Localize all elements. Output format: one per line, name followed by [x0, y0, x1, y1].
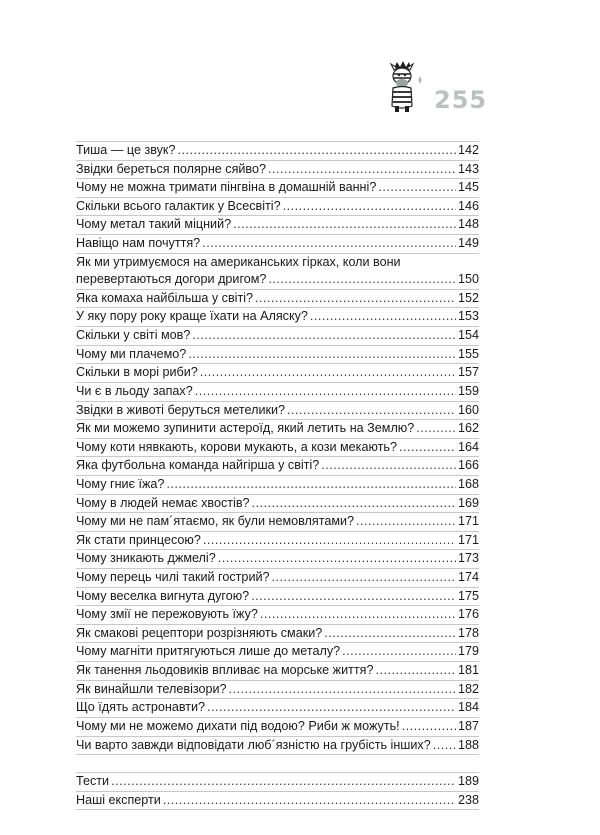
dot-leader	[192, 327, 456, 345]
toc-entry-title: Чому магніти притягуються лише до металу?	[76, 644, 341, 659]
toc-entry-title: Як танення льодовиків впливає на морське життя?	[76, 663, 374, 678]
toc-entry-page: 173	[457, 551, 479, 566]
dot-leader	[203, 532, 456, 550]
toc-entry-title: Тиша — це звук?	[76, 143, 176, 157]
dot-leader	[207, 699, 456, 717]
toc-entry	[76, 197, 479, 216]
toc-entry-page: 184	[457, 700, 479, 715]
dot-leader	[260, 606, 456, 624]
toc-entry-page: 160	[457, 402, 479, 417]
toc-entry	[76, 178, 479, 197]
toc-entry-page: 148	[457, 217, 479, 232]
toc-entry-title: Чому змії не пережовують їжу?	[76, 607, 258, 622]
toc-entry-title: Звідки в животі беруться метелики?	[76, 402, 286, 417]
toc-entry	[76, 438, 479, 457]
toc-entry-page: 149	[457, 236, 479, 251]
toc-entry	[76, 494, 479, 513]
toc-entry-page: 162	[457, 421, 479, 436]
dot-leader	[342, 643, 456, 661]
dot-leader	[321, 457, 456, 475]
dot-leader	[287, 402, 456, 420]
dot-leader	[433, 737, 456, 755]
toc-entry-title: Чому зникають джмелі?	[76, 551, 216, 566]
toc-entry-title: Як смакові рецептори розрізняють смаки?	[76, 625, 323, 640]
toc-entry-page: 153	[457, 309, 479, 324]
toc-entry-page: 171	[457, 514, 479, 529]
toc-entry-title: Чому гниє їжа?	[76, 476, 165, 491]
dot-leader	[255, 290, 456, 308]
toc-entry	[76, 698, 479, 717]
toc-entry	[76, 549, 479, 568]
toc-entry-page: 189	[457, 774, 479, 789]
dot-leader	[200, 364, 456, 382]
toc-entry-title: Чому метал такий міцний?	[76, 217, 232, 232]
toc-entry-title: Скільки всього галактик у Всесвіті?	[76, 198, 281, 213]
dot-leader	[324, 625, 456, 643]
toc-entry-page: 171	[457, 532, 479, 547]
toc-entry-page: 164	[457, 439, 479, 454]
toc-entry-title: Як стати принцесою?	[76, 532, 201, 547]
toc-entry-title: Чому коти нявкають, корови мукають, а кози мекають?	[76, 439, 397, 454]
toc-entry	[76, 289, 479, 308]
dot-leader	[195, 383, 456, 401]
toc-entry	[76, 605, 479, 624]
toc-entry-title: Як ми можемо зупинити астероїд, який летить на Землю?	[76, 421, 415, 436]
toc-entry-title: Скільки у світі мов?	[76, 328, 191, 343]
toc-entry	[76, 587, 479, 606]
dot-leader	[166, 476, 456, 494]
dot-leader	[163, 792, 456, 810]
toc-entry-title: Навіщо нам почуття?	[76, 236, 201, 251]
toc-entry-title: Чому ми не можемо дихати під водою? Риби ж можуть!	[76, 718, 400, 733]
toc-entry-title: Яка футбольна команда найгірша у світі?	[76, 458, 320, 473]
toc-entry-page: 176	[457, 607, 479, 622]
toc-entry-page: 174	[457, 570, 479, 585]
toc-entry-page: 155	[457, 346, 479, 361]
dot-leader	[218, 550, 456, 568]
toc-entry	[76, 160, 479, 179]
toc-extra-list	[76, 772, 479, 810]
toc-entry-title: Чому не можна тримати пінгвіна в домашній ванні?	[76, 180, 377, 195]
toc-entry	[76, 142, 479, 160]
toc-main-list	[76, 141, 479, 755]
toc-entry	[76, 661, 479, 680]
toc-entry-page: 187	[457, 718, 479, 733]
dot-leader	[188, 346, 456, 364]
toc-entry-title: Чи є в льоду запах?	[76, 383, 193, 398]
toc-entry-title: Скільки в морі риби?	[76, 365, 198, 380]
toc-entry	[76, 215, 479, 234]
dot-leader	[310, 308, 456, 326]
toc-entry-page: 145	[457, 180, 479, 195]
dot-leader	[251, 588, 456, 606]
toc-entry-continued	[76, 271, 479, 289]
table-of-contents	[76, 141, 479, 810]
toc-entry	[76, 512, 479, 531]
toc-entry-title: Тести	[76, 774, 110, 789]
toc-entry-title: Чому ми плачемо?	[76, 346, 187, 361]
toc-entry-title: Як винайшли телевізори?	[76, 681, 227, 696]
toc-entry-page: 182	[457, 681, 479, 696]
dot-leader	[378, 179, 456, 197]
dot-leader	[233, 216, 456, 234]
toc-entry-title: Як ми утримуємося на американських гірках, коли вони	[76, 254, 401, 269]
toc-entry-page: 159	[457, 383, 479, 398]
toc-entry-title: Яка комаха найбільша у світі?	[76, 290, 254, 305]
toc-entry-page: 169	[457, 495, 479, 510]
toc-entry	[76, 531, 479, 550]
toc-entry	[76, 680, 479, 699]
dot-leader	[416, 420, 456, 438]
toc-entry-page: 179	[457, 644, 479, 659]
dot-leader	[229, 681, 456, 699]
toc-entry	[76, 642, 479, 661]
toc-entry-page: 143	[457, 161, 479, 176]
dot-leader	[272, 569, 456, 587]
dot-leader	[177, 142, 456, 160]
toc-entry	[76, 773, 479, 791]
toc-entry	[76, 624, 479, 643]
dot-leader	[252, 495, 456, 513]
zebra-icon	[380, 58, 432, 114]
toc-entry	[76, 791, 479, 810]
dot-leader	[356, 513, 456, 531]
toc-entry-page: 178	[457, 625, 479, 640]
toc-entry-title: Наші експерти	[76, 792, 161, 807]
toc-entry-page: 157	[457, 365, 479, 380]
toc-entry	[76, 307, 479, 326]
toc-entry-page: 146	[457, 198, 479, 213]
toc-entry	[76, 382, 479, 401]
toc-entry-page: 150	[457, 272, 479, 287]
toc-entry-page: 142	[457, 143, 479, 157]
toc-entry	[76, 475, 479, 494]
dot-leader	[268, 271, 456, 289]
toc-entry	[76, 419, 479, 438]
toc-entry	[76, 326, 479, 345]
dot-leader	[283, 198, 456, 216]
toc-entry	[76, 401, 479, 420]
toc-entry-title-continued: перевертаються догори дригом?	[76, 272, 267, 287]
dot-leader	[111, 773, 456, 791]
page-number: 255	[434, 86, 488, 114]
toc-entry	[76, 234, 479, 253]
toc-entry	[76, 345, 479, 364]
toc-entry-page: 188	[457, 737, 479, 752]
toc-entry-page: 238	[457, 792, 479, 807]
toc-entry-page: 154	[457, 328, 479, 343]
toc-entry-title: Чи варто завжди відповідати люб´язністю на грубість інших?	[76, 737, 431, 752]
dot-leader	[268, 161, 456, 179]
dot-leader	[202, 235, 456, 253]
toc-entry-title: Чому перець чилі такий гострий?	[76, 570, 270, 585]
toc-entry-title: Чому в людей немає хвостів?	[76, 495, 250, 510]
dot-leader	[375, 662, 456, 680]
toc-entry	[76, 363, 479, 382]
toc-entry-page: 175	[457, 588, 479, 603]
dot-leader	[402, 718, 456, 736]
toc-entry	[76, 253, 479, 272]
toc-entry-page: 152	[457, 290, 479, 305]
toc-entry-title: Звідки береться полярне сяйво?	[76, 161, 266, 176]
toc-entry	[76, 717, 479, 736]
page-header	[380, 58, 490, 114]
toc-entry	[76, 568, 479, 587]
toc-entry-page: 181	[457, 663, 479, 678]
toc-entry-title: Чому веселка вигнута дугою?	[76, 588, 250, 603]
toc-entry-title: У яку пору року краще їхати на Аляску?	[76, 309, 308, 324]
toc-entry-title: Чому ми не пам´ятаємо, як були немовлятами?	[76, 514, 355, 529]
toc-entry	[76, 456, 479, 475]
toc-entry-title: Що їдять астронавти?	[76, 700, 206, 715]
toc-entry-page: 166	[457, 458, 479, 473]
toc-entry-page: 168	[457, 476, 479, 491]
toc-entry	[76, 736, 479, 755]
dot-leader	[399, 439, 456, 457]
